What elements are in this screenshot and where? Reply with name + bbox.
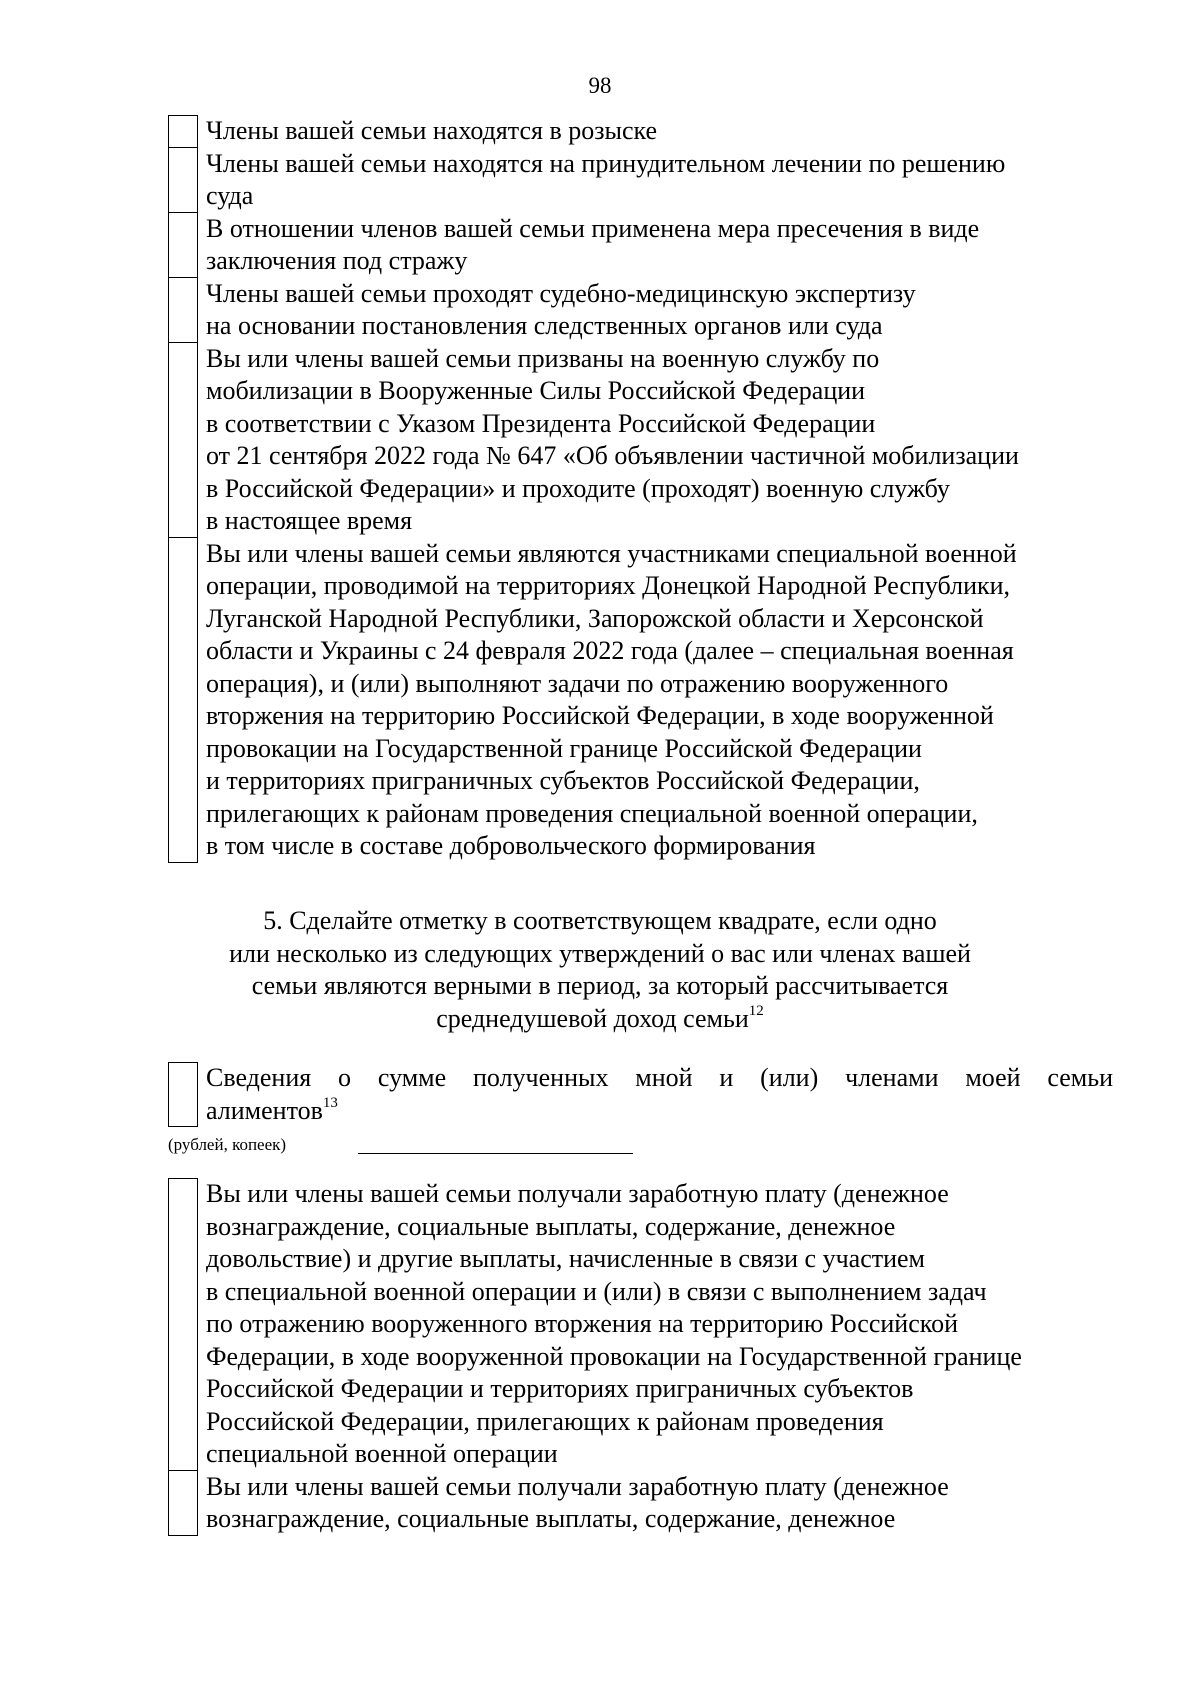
checkbox-special-operation[interactable]: [168, 538, 198, 863]
checklist-item-custody: [168, 213, 1113, 278]
checklist-item-forensic-exam: [168, 278, 1113, 343]
checklist-text-svo-salary: Вы или члены вашей семьи получали заработную плату (денежное вознаграждение, социальные выплаты, содержание, денежное довольствие) и другие выплаты, начисленные в связи с участием в специальной военной операции и (или) в связи с выполнением задач по отражению вооруженного вторжения на территорию Российской Федерации, в ходе вооруженной провокации на Государственной границе Российской Федерации и территориях приграничных субъектов Российской Федерации, прилегающих к районам проведения специальной военной операции: [206, 1179, 1022, 1468]
units-label: (рублей, копеек): [168, 1135, 287, 1154]
checkbox-wanted[interactable]: [168, 115, 198, 148]
checklist-item-mobilization: [168, 343, 1113, 538]
checkbox-group-bottom: [168, 1178, 1113, 1536]
checklist-text-wanted: Члены вашей семьи находятся в розыске: [206, 116, 658, 145]
checklist-text-custody: В отношении членов вашей семьи применена мера пресечения в виде заключения под стражу: [206, 213, 980, 275]
checkbox-group-top: [168, 115, 1113, 863]
checklist-text-salary-2: Вы или члены вашей семьи получали заработную плату (денежное вознаграждение, социальные выплаты, содержание, денежное: [206, 1471, 949, 1533]
checklist-item-alimony: [168, 1062, 1113, 1127]
section-5-heading: [170, 905, 1030, 1035]
checklist-item-salary-2: [168, 1471, 1113, 1536]
alimony-text-line-1: Сведения о сумме полученных мной и (или) членами моей семьи: [206, 1063, 1113, 1092]
footnote-13: 13: [322, 1094, 338, 1111]
checklist-text-mobilization: Вы или члены вашей семьи призваны на военную службу по мобилизации в Вооруженные Силы Российской Федерации в соответствии с Указом Президента Российской Федерации от 21 сентября 2022 года № 647 «Об объявлении частичной мобилизации в Российской Федерации» и проходите (проходят) военную службу в настоящее время: [206, 343, 1019, 535]
alimony-amount-row: [168, 1134, 768, 1158]
checklist-text-compulsory-treatment: Члены вашей семьи находятся на принудительном лечении по решению суда: [206, 148, 1006, 210]
alimony-text-line-2: [206, 1095, 1113, 1128]
checkbox-mobilization[interactable]: [168, 343, 198, 538]
checklist-item-wanted: [168, 115, 1113, 148]
alimony-amount-field[interactable]: [358, 1153, 633, 1154]
alimony-item: [168, 1062, 1113, 1127]
section-5-heading-text: 5. Сделайте отметку в соответствующем квадрате, если одно или несколько из следующих утверждений о вас или членах вашей семьи являются верными в период, за который рассчитывается среднедушевой доход семьи: [229, 906, 971, 1033]
checklist-item-compulsory-treatment: [168, 148, 1113, 213]
footnote-12: 12: [748, 1002, 764, 1019]
checkbox-salary-2[interactable]: [168, 1471, 198, 1536]
checkbox-forensic-exam[interactable]: [168, 278, 198, 343]
page-number: 98: [588, 73, 612, 98]
checkbox-compulsory-treatment[interactable]: [168, 148, 198, 213]
checklist-item-special-operation: [168, 538, 1113, 863]
alimony-text: [206, 1062, 1113, 1127]
checklist-text-forensic-exam: Члены вашей семьи проходят судебно-медицинскую экспертизу на основании постановления следственных органов или суда: [206, 278, 916, 340]
checkbox-custody[interactable]: [168, 213, 198, 278]
checkbox-alimony[interactable]: [168, 1062, 198, 1127]
alimony-text-line-2-label: алиментов: [206, 1095, 323, 1125]
checkbox-svo-salary[interactable]: [168, 1178, 198, 1471]
checklist-text-special-operation: Вы или члены вашей семьи являются участниками специальной военной операции, проводимой на территориях Донецкой Народной Республики, Луганской Народной Республики, Запорожской области и Херсонской области и Украины с 24 февраля 2022 года (далее – специальная военная операция), и (или) выполняют задачи по отражению вооруженного вторжения на территорию Российской Федерации, в ходе вооруженной провокации на Государственной границе Российской Федерации и территориях приграничных субъектов Российской Федерации, прилегающих к районам проведения специальной военной операции, в том числе в составе добровольческого формирования: [206, 538, 1017, 860]
checklist-item-svo-salary: [168, 1178, 1113, 1471]
